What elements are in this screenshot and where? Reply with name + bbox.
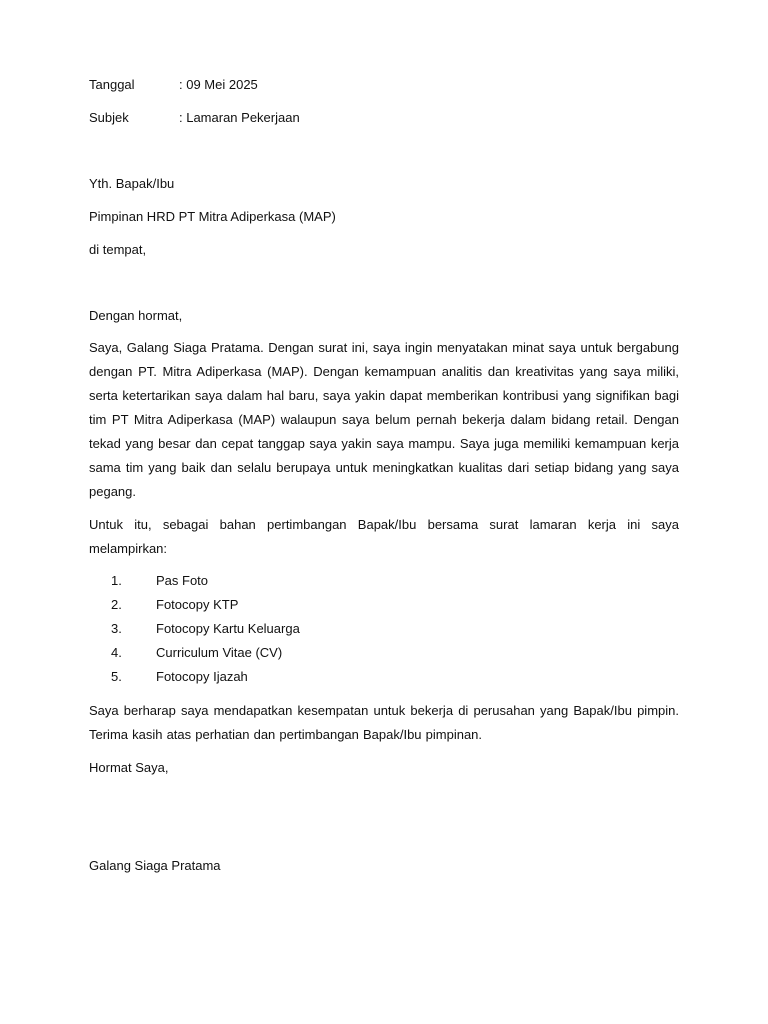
- closing: Hormat Saya,: [89, 760, 169, 775]
- greeting: Dengan hormat,: [89, 308, 183, 323]
- list-item-label: Pas Foto: [156, 573, 209, 588]
- body-paragraph-3: Saya berharap saya mendapatkan kesempatan untuk bekerja di perusahan yang Bapak/Ibu pimpin. Terima kasih atas perhatian dan pertimbangan Bapak/Ibu pimpinan.: [89, 703, 679, 742]
- list-item-number: 3.: [111, 621, 122, 636]
- list-item: [89, 593, 300, 617]
- list-item-label: Curriculum Vitae (CV): [156, 645, 283, 660]
- date-value: : 09 Mei 2025: [179, 77, 258, 92]
- list-item: [89, 569, 300, 593]
- date-label: Tanggal: [89, 77, 135, 92]
- list-item-number: 5.: [111, 669, 122, 684]
- list-item-number: 1.: [111, 573, 122, 588]
- list-item: [89, 665, 300, 689]
- list-item-number: 2.: [111, 597, 122, 612]
- body-paragraph-2: Untuk itu, sebagai bahan pertimbangan Bapak/Ibu bersama surat lamaran kerja ini saya melampirkan:: [89, 517, 679, 556]
- signature-name: Galang Siaga Pratama: [89, 858, 221, 873]
- subject-value: : Lamaran Pekerjaan: [179, 110, 300, 125]
- list-item: [89, 641, 300, 665]
- subject-label: Subjek: [89, 110, 129, 125]
- list-item-label: Fotocopy Ijazah: [156, 669, 248, 684]
- attachment-list: [89, 569, 300, 689]
- list-item-label: Fotocopy KTP: [156, 597, 239, 612]
- recipient-line-1: Yth. Bapak/Ibu: [89, 176, 175, 191]
- date-row: [89, 75, 258, 95]
- body-paragraph-1: Saya, Galang Siaga Pratama. Dengan surat ini, saya ingin menyatakan minat saya untuk bergabung dengan PT. Mitra Adiperkasa (MAP). Dengan kemampuan analitis dan kreativitas yang saya miliki, serta ketertarikan saya dalam hal baru, saya yakin dapat memberikan kontribusi yang signifikan bagi tim PT Mitra Adiperkasa (MAP) walaupun saya belum pernah bekerja dalam bidang retail. Dengan tekad yang besar dan cepat tanggap saya yakin saya mampu. Saya juga memiliki kemampuan kerja sama tim yang baik dan selalu berupaya untuk meningkatkan kualitas dari setiap bidang yang saya pegang.: [89, 340, 679, 499]
- subject-row: [89, 108, 300, 128]
- recipient-line-3: di tempat,: [89, 242, 147, 257]
- list-item: [89, 617, 300, 641]
- list-item-number: 4.: [111, 645, 122, 660]
- recipient-line-2: Pimpinan HRD PT Mitra Adiperkasa (MAP): [89, 209, 336, 224]
- list-item-label: Fotocopy Kartu Keluarga: [156, 621, 300, 636]
